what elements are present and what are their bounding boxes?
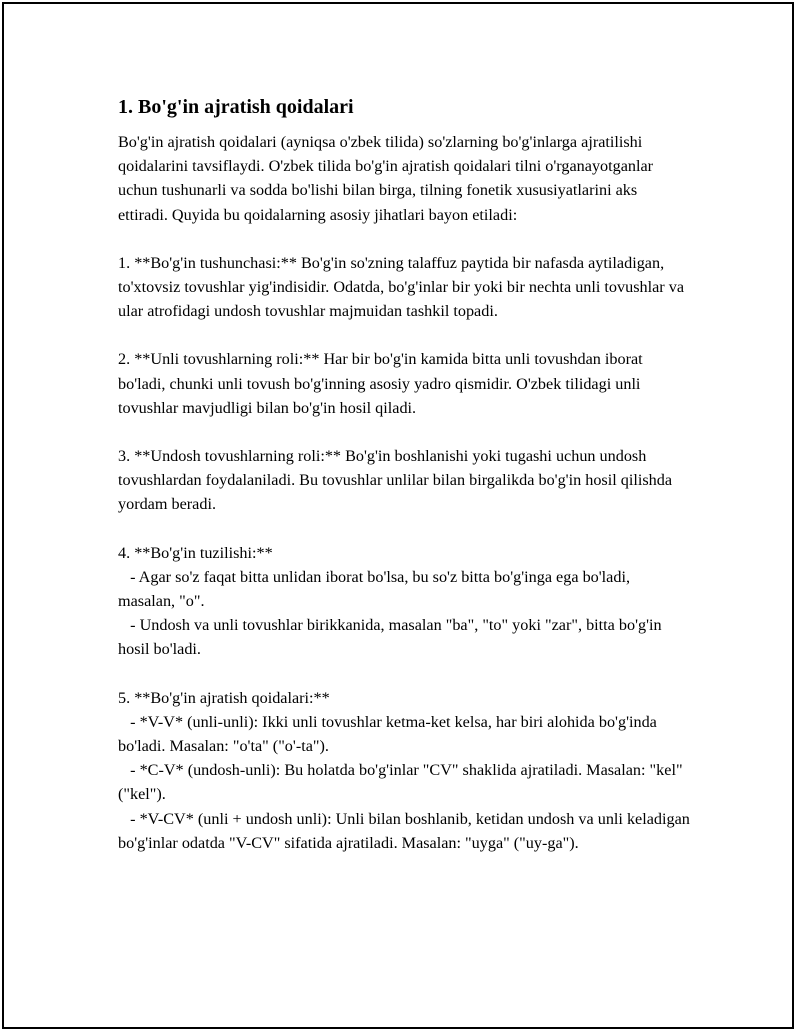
rule-item-text: 1. **Bo'g'in tushunchasi:** Bo'g'in so'zning talaffuz paytida bir nafasda aytiladigan, to'xtovsiz tovushlar yig'indisidir. Odatda, bo'g'inlar bir yoki bir nechta unli tovushlar va ular atrofidagi undosh tovushlar majmuidan tashkil topadi. [118, 253, 685, 321]
rule-item-text: 2. **Unli tovushlarning roli:** Har bir bo'g'in kamida bitta unli tovushdan iborat bo'ladi, chunki unli tovush bo'g'inning asosiy yadro qismidir. O'zbek tilidagi unli tovushlar mavjudligi bilan bo'g'in hosil qiladi. [118, 350, 643, 417]
document-body [118, 94, 690, 879]
rule-subitem: - *V-CV* (unli + undosh unli): Unli bilan boshlanib, ketidan undosh va unli keladigan bo'g'inlar odatda "V-CV" sifatida ajratiladi. Masalan: "uyga" ("uy-ga"). [118, 809, 690, 852]
intro-paragraph: Bo'g'in ajratish qoidalari (ayniqsa o'zbek tilida) so'zlarning bo'g'inlarga ajratilishi qoidalarini tavsiflaydi. O'zbek tilida bo'g'in ajratish qoidalari tilni o'rganayotganlar uchun tushunarli va sodda bo'lishi bilan birga, tilning fonetik xususiyatlarini aks ettiradi. Quyida bu qoidalarning asosiy jihatlari bayon etiladi: [118, 133, 654, 224]
document-title: 1. Bo'g'in ajratish qoidalari [118, 96, 354, 118]
rule-item-3 [118, 444, 690, 517]
rule-item-1 [118, 251, 690, 324]
rule-subitem: - *V-V* (unli-unli): Ikki unli tovushlar ketma-ket kelsa, har biri alohida bo'g'inda bo'ladi. Masalan: "o'ta" ("o'-ta"). [118, 712, 657, 756]
rule-item-text: 4. **Bo'g'in tuzilishi:** [118, 543, 273, 562]
rule-item-text: 3. **Undosh tovushlarning roli:** Bo'g'in boshlanishi yoki tugashi uchun undosh tovushlardan foydalaniladi. Bu tovushlar unlilar bilan birgalikda bo'g'in hosil qilishda yordam beradi. [118, 447, 673, 514]
rule-subitem: - Undosh va unli tovushlar birikkanida, masalan "ba", "to" yoki "zar", bitta bo'g'in hosil bo'ladi. [118, 616, 662, 659]
rule-subitem: - Agar so'z faqat bitta unlidan iborat bo'lsa, bu so'z bitta bo'g'inga ega bo'ladi, masalan, "o". [118, 567, 630, 611]
rule-item-4 [118, 541, 690, 662]
rule-item-text: 5. **Bo'g'in ajratish qoidalari:** [118, 688, 330, 707]
rule-subitem: - *C-V* (undosh-unli): Bu holatda bo'g'inlar "CV" shaklida ajratiladi. Masalan: "kel" ("kel"). [118, 761, 683, 804]
rule-item-2 [118, 347, 690, 420]
rule-item-5 [118, 686, 690, 855]
